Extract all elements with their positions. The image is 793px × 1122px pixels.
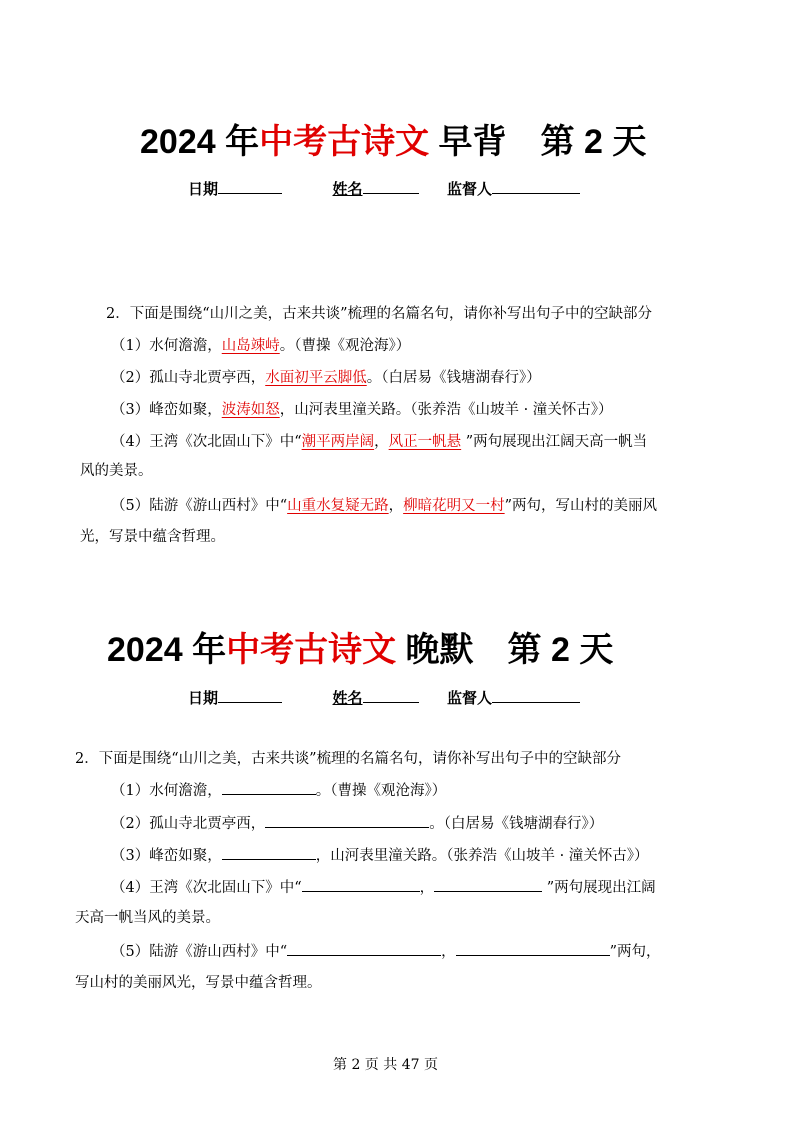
evening-item-5: （5）陆游《游山西村》中“ ， ”两句， [111, 941, 661, 962]
morning-item-4-cont: 风的美景。 [80, 463, 153, 479]
answer-blank[interactable] [265, 813, 429, 828]
evening-item-2: （2）孤山寺北贾亭西， 。（白居易《钱塘湖春行》） [111, 813, 603, 834]
evening-item-4-cont: 天高一帆当风的美景。 [75, 910, 220, 926]
answer-text: 潮平两岸阔 [301, 434, 375, 450]
evening-item-1: （1）水何澹澹， 。（曹操《观沧海》） [111, 780, 446, 801]
evening-item-5-cont: 写山村的美丽风光，写景中蕴含哲理。 [75, 975, 322, 991]
morning-title: 2024 年中考古诗文 早背 第 2 天 [140, 123, 647, 161]
answer-text: 风正一帆悬 [388, 434, 462, 450]
name-label: 姓名 [332, 689, 363, 707]
evening-item-4: （4）王湾《次北固山下》中“ ， ”两句展现出江阔 [111, 877, 656, 898]
morning-question: 2．下面是围绕“山川之美，古来共谈”梳理的名篇名句，请你补写出句子中的空缺部分 [106, 306, 653, 322]
morning-item-5-cont: 光，写景中蕴含哲理。 [80, 529, 225, 545]
supervisor-field[interactable] [492, 686, 580, 703]
evening-title: 2024 年中考古诗文 晚默 第 2 天 [107, 631, 614, 669]
name-label: 姓名 [332, 180, 363, 198]
date-field[interactable] [218, 686, 282, 703]
morning-item-5: （5）陆游《游山西村》中“山重水复疑无路，柳暗花明又一村”两句，写山村的美丽风 [111, 498, 658, 514]
date-label: 日期 [188, 689, 219, 707]
morning-item-4: （4）王湾《次北固山下》中“潮平两岸阔，风正一帆悬 ”两句展现出江阔天高一帆当 [111, 434, 648, 450]
answer-blank[interactable] [222, 780, 316, 795]
evening-question: 2．下面是围绕“山川之美，古来共谈”梳理的名篇名句，请你补写出句子中的空缺部分 [75, 751, 622, 767]
date-field[interactable] [218, 177, 282, 194]
answer-blank[interactable] [222, 845, 316, 860]
answer-text: 山岛竦峙 [221, 338, 280, 354]
morning-item-3: （3）峰峦如聚，波涛如怒，山河表里潼关路。（张养浩《山坡羊 · 潼关怀古》） [111, 402, 613, 418]
answer-text: 波涛如怒 [221, 402, 280, 418]
morning-meta-row [188, 177, 580, 199]
answer-blank[interactable] [456, 941, 610, 956]
page-footer: 第 2 页 共 47 页 [333, 1057, 438, 1073]
name-field[interactable] [363, 686, 419, 703]
morning-item-2: （2）孤山寺北贾亭西，水面初平云脚低。（白居易《钱塘湖春行》） [111, 370, 541, 386]
answer-text: 柳暗花明又一村 [403, 498, 505, 514]
answer-text: 水面初平云脚低 [265, 370, 367, 386]
answer-text: 山重水复疑无路 [287, 498, 389, 514]
supervisor-field[interactable] [492, 177, 580, 194]
name-field[interactable] [363, 177, 419, 194]
answer-blank[interactable] [287, 941, 441, 956]
morning-item-1: （1）水何澹澹，山岛竦峙。（曹操《观沧海》） [111, 338, 411, 354]
evening-item-3: （3）峰峦如聚， ，山河表里潼关路。（张养浩《山坡羊 · 潼关怀古》） [111, 845, 649, 866]
supervisor-label: 监督人 [446, 689, 492, 707]
evening-meta-row [188, 686, 580, 708]
supervisor-label: 监督人 [446, 180, 492, 198]
answer-blank[interactable] [302, 877, 420, 892]
date-label: 日期 [188, 180, 219, 198]
answer-blank[interactable] [434, 877, 542, 892]
